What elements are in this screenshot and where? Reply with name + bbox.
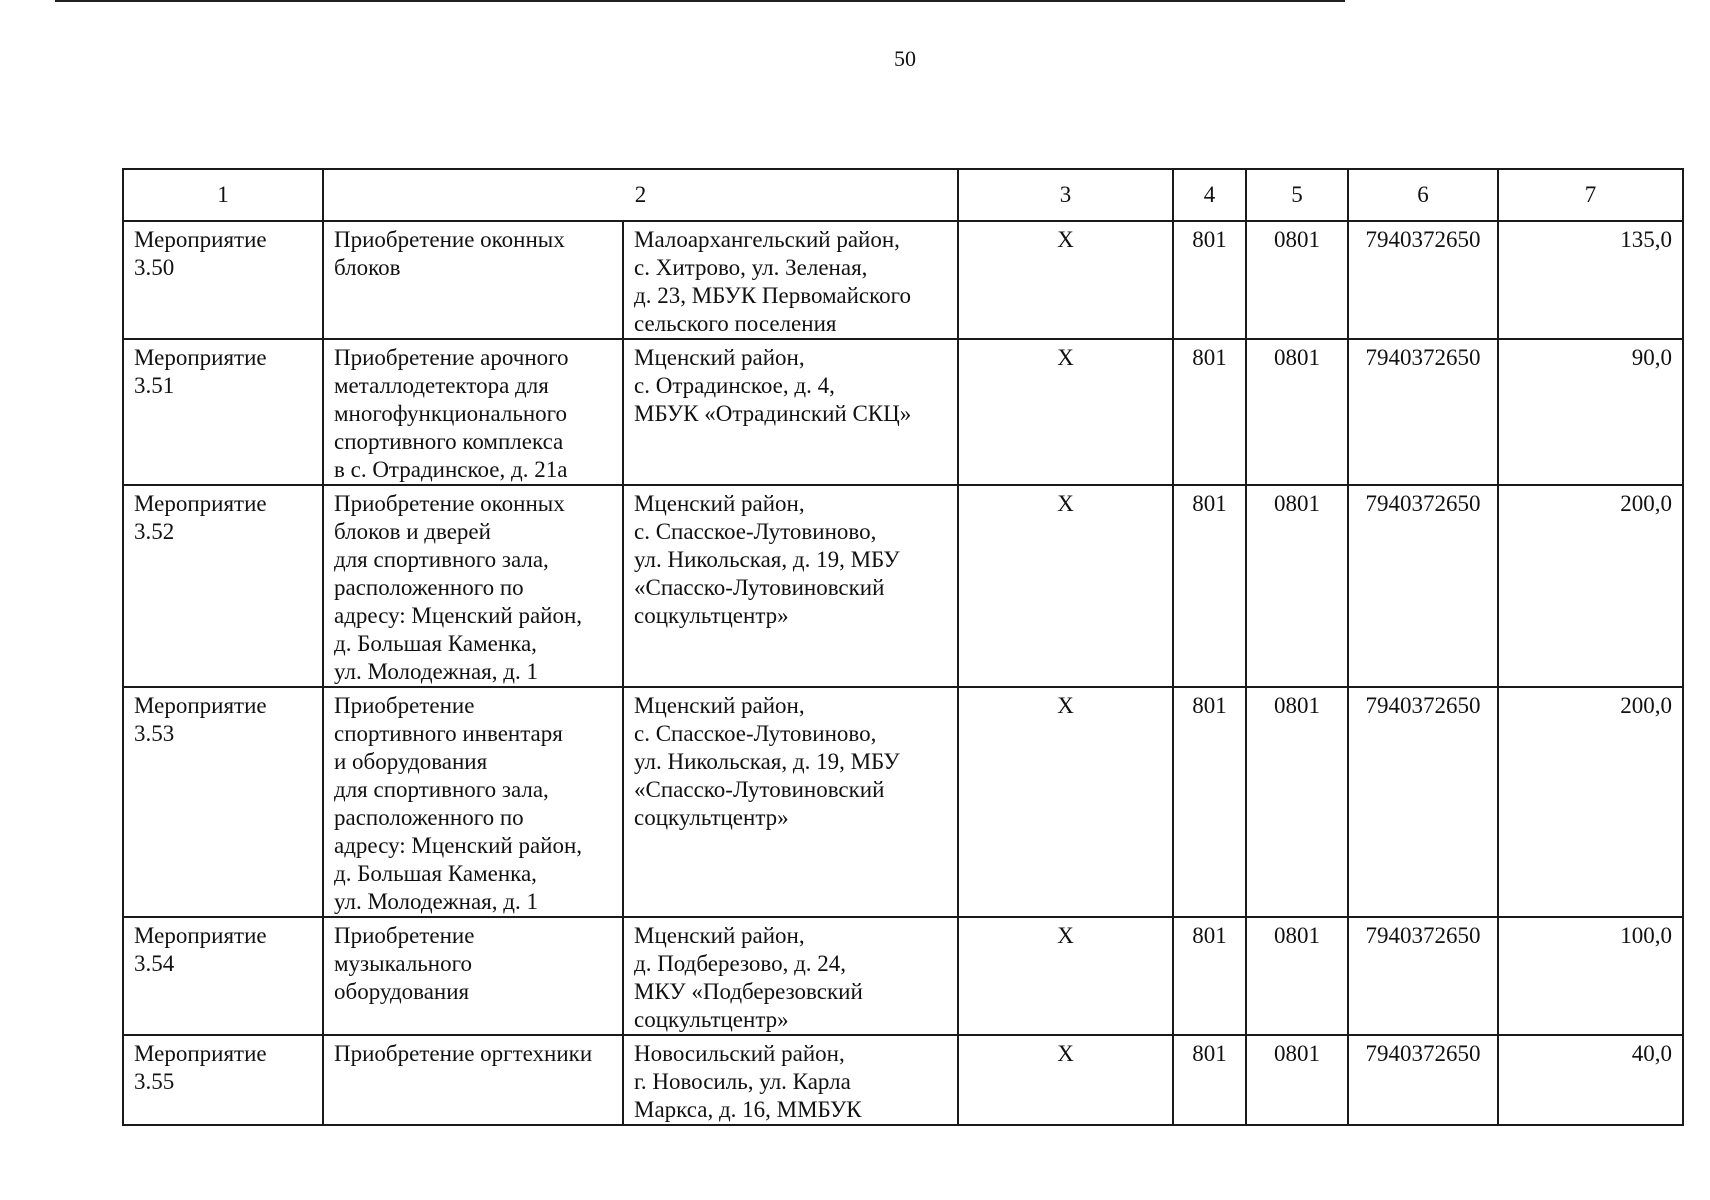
event-cell-line: 3.53 [134,721,175,746]
description-cell-line: в с. Отрадинское, д. 21а [334,457,568,482]
description-cell-line: Приобретение оконных [334,227,565,252]
header-cell-7: 7 [1498,169,1683,221]
address-cell-line: МКУ «Подберезовский [634,979,863,1004]
event-cell-line: Мероприятие [134,227,267,252]
description-cell-line: Приобретение оргтехники [334,1041,593,1066]
address-cell-line: с. Спасское-Лутовиново, [634,721,877,746]
header-cell-6: 6 [1348,169,1498,221]
address-cell-line: сельского поселения [634,311,837,336]
event-cell-line: Мероприятие [134,1041,267,1066]
col3-cell: Х [958,485,1173,687]
description-cell-line: д. Большая Каменка, [334,631,537,656]
address-cell [623,485,958,687]
description-cell-line: адресу: Мценский район, [334,603,583,628]
amount-cell: 90,0 [1498,339,1683,485]
col6-cell: 7940372650 [1348,687,1498,917]
event-cell-line: Мероприятие [134,693,267,718]
amount-cell: 135,0 [1498,221,1683,339]
address-cell-line: ул. Никольская, д. 19, МБУ [634,547,900,572]
address-cell-line: Мценский район, [634,491,805,516]
description-cell-line: многофункционального [334,401,568,426]
description-cell-line: музыкального [334,951,472,976]
address-cell [623,221,958,339]
address-cell [623,1035,958,1125]
col6-cell: 7940372650 [1348,485,1498,687]
header-cell-4: 4 [1173,169,1246,221]
header-cell-1: 1 [123,169,323,221]
description-cell-line: адресу: Мценский район, [334,833,583,858]
header-cell-5: 5 [1246,169,1348,221]
event-cell [123,917,323,1035]
col6-cell: 7940372650 [1348,917,1498,1035]
event-cell-line: 3.54 [134,951,175,976]
col5-cell: 0801 [1246,687,1348,917]
col3-cell: Х [958,1035,1173,1125]
table-row [123,221,1683,339]
col3-cell: Х [958,221,1173,339]
description-cell [323,485,623,687]
event-cell [123,221,323,339]
description-cell-line: д. Большая Каменка, [334,861,537,886]
col3-cell: Х [958,917,1173,1035]
amount-cell: 40,0 [1498,1035,1683,1125]
event-cell [123,485,323,687]
description-cell-line: Приобретение [334,923,475,948]
amount-cell: 100,0 [1498,917,1683,1035]
address-cell-line: Малоархангельский район, [634,227,900,252]
address-cell-line: Мценский район, [634,345,805,370]
header-cell-2: 2 [323,169,958,221]
description-cell-line: расположенного по [334,575,524,600]
address-cell-line: д. Подберезово, д. 24, [634,951,847,976]
description-cell-line: спортивного инвентаря [334,721,563,746]
address-cell-line: Маркса, д. 16, ММБУК [634,1097,862,1122]
event-cell-line: Мероприятие [134,923,267,948]
address-cell-line: соцкультцентр» [634,603,789,628]
table-row [123,687,1683,917]
description-cell [323,687,623,917]
col5-cell: 0801 [1246,221,1348,339]
description-cell-line: расположенного по [334,805,524,830]
col6-cell: 7940372650 [1348,221,1498,339]
address-cell-line: соцкультцентр» [634,805,789,830]
col6-cell: 7940372650 [1348,1035,1498,1125]
table-row [123,1035,1683,1125]
address-cell [623,339,958,485]
table-row [123,485,1683,687]
col4-cell: 801 [1173,1035,1246,1125]
description-cell-line: металлодетектора для [334,373,549,398]
event-cell-line: Мероприятие [134,491,267,516]
address-cell-line: с. Отрадинское, д. 4, [634,373,835,398]
col5-cell: 0801 [1246,485,1348,687]
address-cell-line: ул. Никольская, д. 19, МБУ [634,749,900,774]
address-cell-line: г. Новосиль, ул. Карла [634,1069,851,1094]
event-cell-line: Мероприятие [134,345,267,370]
address-cell-line: Мценский район, [634,693,805,718]
description-cell-line: блоков и дверей [334,519,491,544]
event-cell-line: 3.50 [134,255,175,280]
description-cell-line: для спортивного зала, [334,547,549,572]
table-row [123,917,1683,1035]
description-cell-line: для спортивного зала, [334,777,549,802]
description-cell [323,339,623,485]
top-rule [55,0,1345,2]
address-cell-line: Новосильский район, [634,1041,845,1066]
col4-cell: 801 [1173,687,1246,917]
col4-cell: 801 [1173,917,1246,1035]
address-cell-line: с. Хитрово, ул. Зеленая, [634,255,868,280]
page-number: 50 [894,46,916,71]
address-cell [623,917,958,1035]
col6-cell: 7940372650 [1348,339,1498,485]
col3-cell: Х [958,687,1173,917]
event-cell-line: 3.52 [134,519,175,544]
col4-cell: 801 [1173,339,1246,485]
col5-cell: 0801 [1246,1035,1348,1125]
amount-cell: 200,0 [1498,485,1683,687]
header-row [123,169,1683,221]
amount-cell: 200,0 [1498,687,1683,917]
col4-cell: 801 [1173,221,1246,339]
description-cell-line: ул. Молодежная, д. 1 [334,659,538,684]
header-cell-3: 3 [958,169,1173,221]
address-cell-line: соцкультцентр» [634,1007,789,1032]
description-cell-line: и оборудования [334,749,488,774]
description-cell-line: блоков [334,255,401,280]
address-cell-line: Мценский район, [634,923,805,948]
description-cell-line: Приобретение арочного [334,345,569,370]
description-cell [323,1035,623,1125]
table-row [123,339,1683,485]
event-cell [123,339,323,485]
address-cell-line: д. 23, МБУК Первомайского [634,283,911,308]
address-cell-line: «Спасско-Лутовиновский [634,777,885,802]
description-cell-line: оборудования [334,979,470,1004]
description-cell-line: спортивного комплекса [334,429,564,454]
col4-cell: 801 [1173,485,1246,687]
address-cell-line: с. Спасское-Лутовиново, [634,519,877,544]
col5-cell: 0801 [1246,917,1348,1035]
description-cell [323,221,623,339]
event-cell-line: 3.51 [134,373,175,398]
description-cell [323,917,623,1035]
event-cell-line: 3.55 [134,1069,175,1094]
description-cell-line: Приобретение оконных [334,491,565,516]
address-cell [623,687,958,917]
description-cell-line: ул. Молодежная, д. 1 [334,889,538,914]
budget-table [122,168,1684,1126]
col5-cell: 0801 [1246,339,1348,485]
event-cell [123,1035,323,1125]
address-cell-line: МБУК «Отрадинский СКЦ» [634,401,912,426]
col3-cell: Х [958,339,1173,485]
event-cell [123,687,323,917]
description-cell-line: Приобретение [334,693,475,718]
address-cell-line: «Спасско-Лутовиновский [634,575,885,600]
